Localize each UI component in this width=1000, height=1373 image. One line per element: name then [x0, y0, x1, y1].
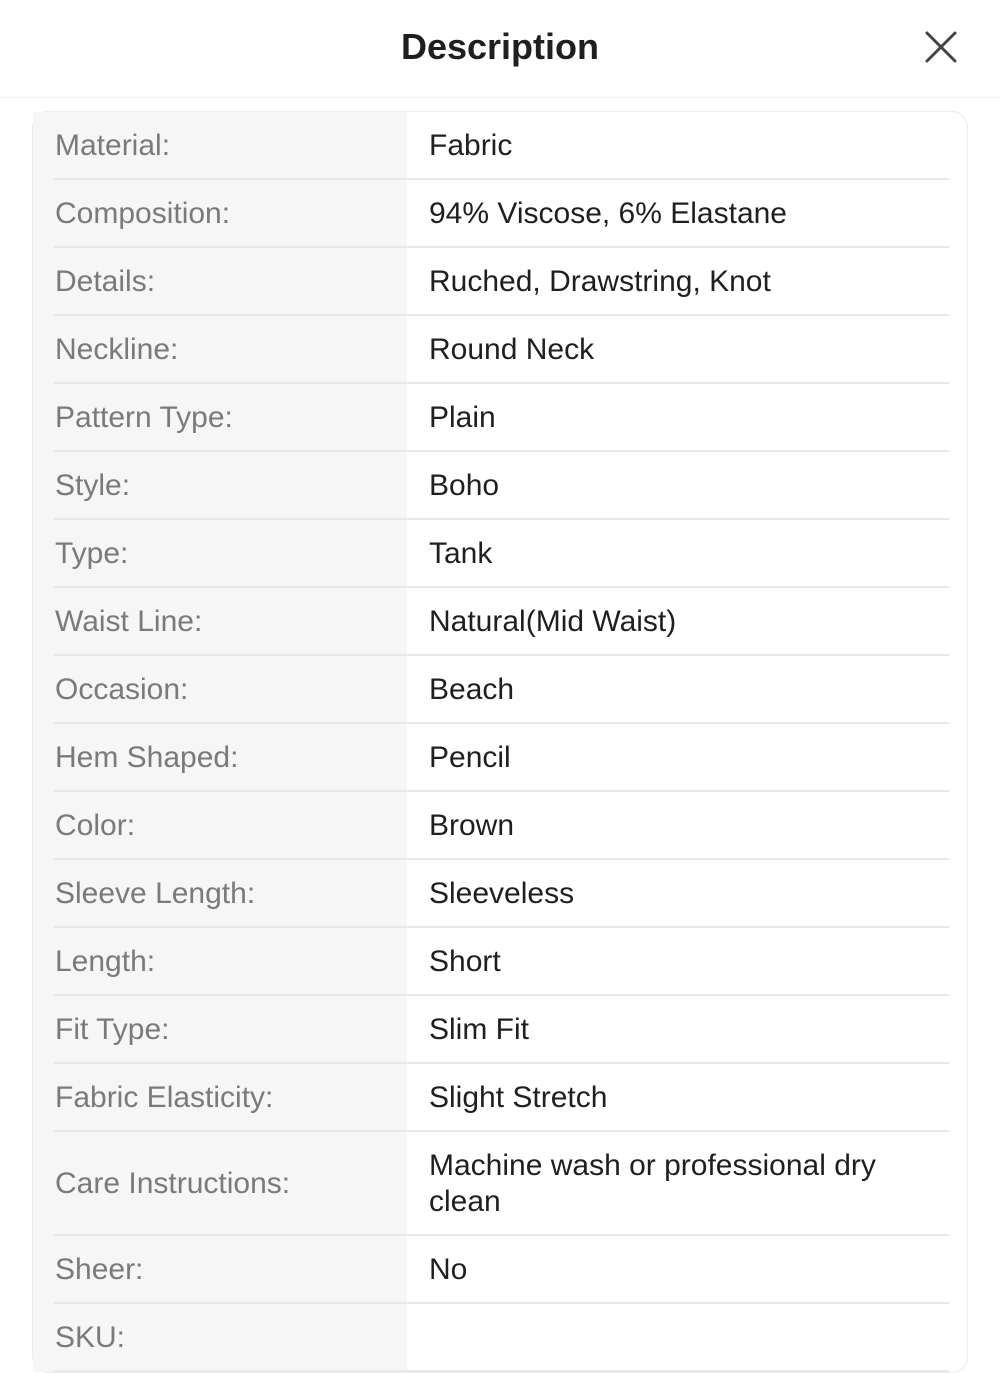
spec-label: Sleeve Length:: [55, 877, 256, 910]
spec-row-neckline: [33, 316, 967, 384]
spec-label: Occasion:: [55, 673, 189, 706]
spec-row-care-instructions: [33, 1132, 967, 1236]
spec-row-sheer: [33, 1236, 967, 1304]
close-icon: [922, 28, 960, 66]
spec-label: Type:: [55, 537, 129, 570]
spec-row-sku: [33, 1304, 967, 1372]
spec-value: Pencil: [429, 741, 511, 774]
spec-rows: [33, 112, 967, 1372]
spec-label: Fit Type:: [55, 1013, 170, 1046]
spec-value: Slight Stretch: [429, 1081, 608, 1114]
spec-row-style: [33, 452, 967, 520]
spec-row-material: [33, 112, 967, 180]
spec-label: Neckline:: [55, 333, 179, 366]
spec-value: 94% Viscose, 6% Elastane: [429, 197, 787, 230]
spec-value: Ruched, Drawstring, Knot: [429, 265, 771, 298]
spec-label: Composition:: [55, 197, 231, 230]
spec-row-composition: [33, 180, 967, 248]
spec-value: Sleeveless: [429, 877, 575, 910]
spec-value: No: [429, 1253, 468, 1286]
spec-row-occasion: [33, 656, 967, 724]
spec-value: Brown: [429, 809, 515, 842]
spec-value: Tank: [429, 537, 493, 570]
spec-value: Short: [429, 945, 501, 978]
spec-label: Hem Shaped:: [55, 741, 239, 774]
spec-label: Details:: [55, 265, 156, 298]
spec-table: [32, 111, 968, 1373]
spec-label: SKU:: [55, 1321, 126, 1354]
spec-row-color: [33, 792, 967, 860]
spec-row-waist-line: [33, 588, 967, 656]
spec-value: Round Neck: [429, 333, 595, 366]
spec-row-fabric-elasticity: [33, 1064, 967, 1132]
spec-value: Plain: [429, 401, 496, 434]
spec-label: Color:: [55, 809, 136, 842]
spec-label: Style:: [55, 469, 131, 502]
spec-label: Fabric Elasticity:: [55, 1081, 274, 1114]
spec-value: Natural(Mid Waist): [429, 605, 677, 638]
spec-row-details: [33, 248, 967, 316]
spec-label: Care Instructions:: [55, 1167, 291, 1200]
spec-value: Beach: [429, 673, 515, 706]
spec-row-sleeve-length: [33, 860, 967, 928]
spec-row-type: [33, 520, 967, 588]
spec-label: Sheer:: [55, 1253, 144, 1286]
spec-value: Fabric: [429, 129, 513, 162]
page-title: Description: [400, 26, 600, 67]
spec-label: Waist Line:: [55, 605, 203, 638]
spec-label: Pattern Type:: [55, 401, 233, 434]
close-button[interactable]: [922, 28, 960, 66]
spec-row-fit-type: [33, 996, 967, 1064]
spec-label: Length:: [55, 945, 156, 978]
spec-row-length: [33, 928, 967, 996]
spec-value: Machine wash or professional dry clean: [429, 1149, 876, 1218]
spec-row-pattern-type: [33, 384, 967, 452]
spec-row-hem-shaped: [33, 724, 967, 792]
spec-value: Slim Fit: [429, 1013, 529, 1046]
sheet-header: [0, 0, 1000, 98]
spec-label: Material:: [55, 129, 171, 162]
spec-value: Boho: [429, 469, 500, 502]
